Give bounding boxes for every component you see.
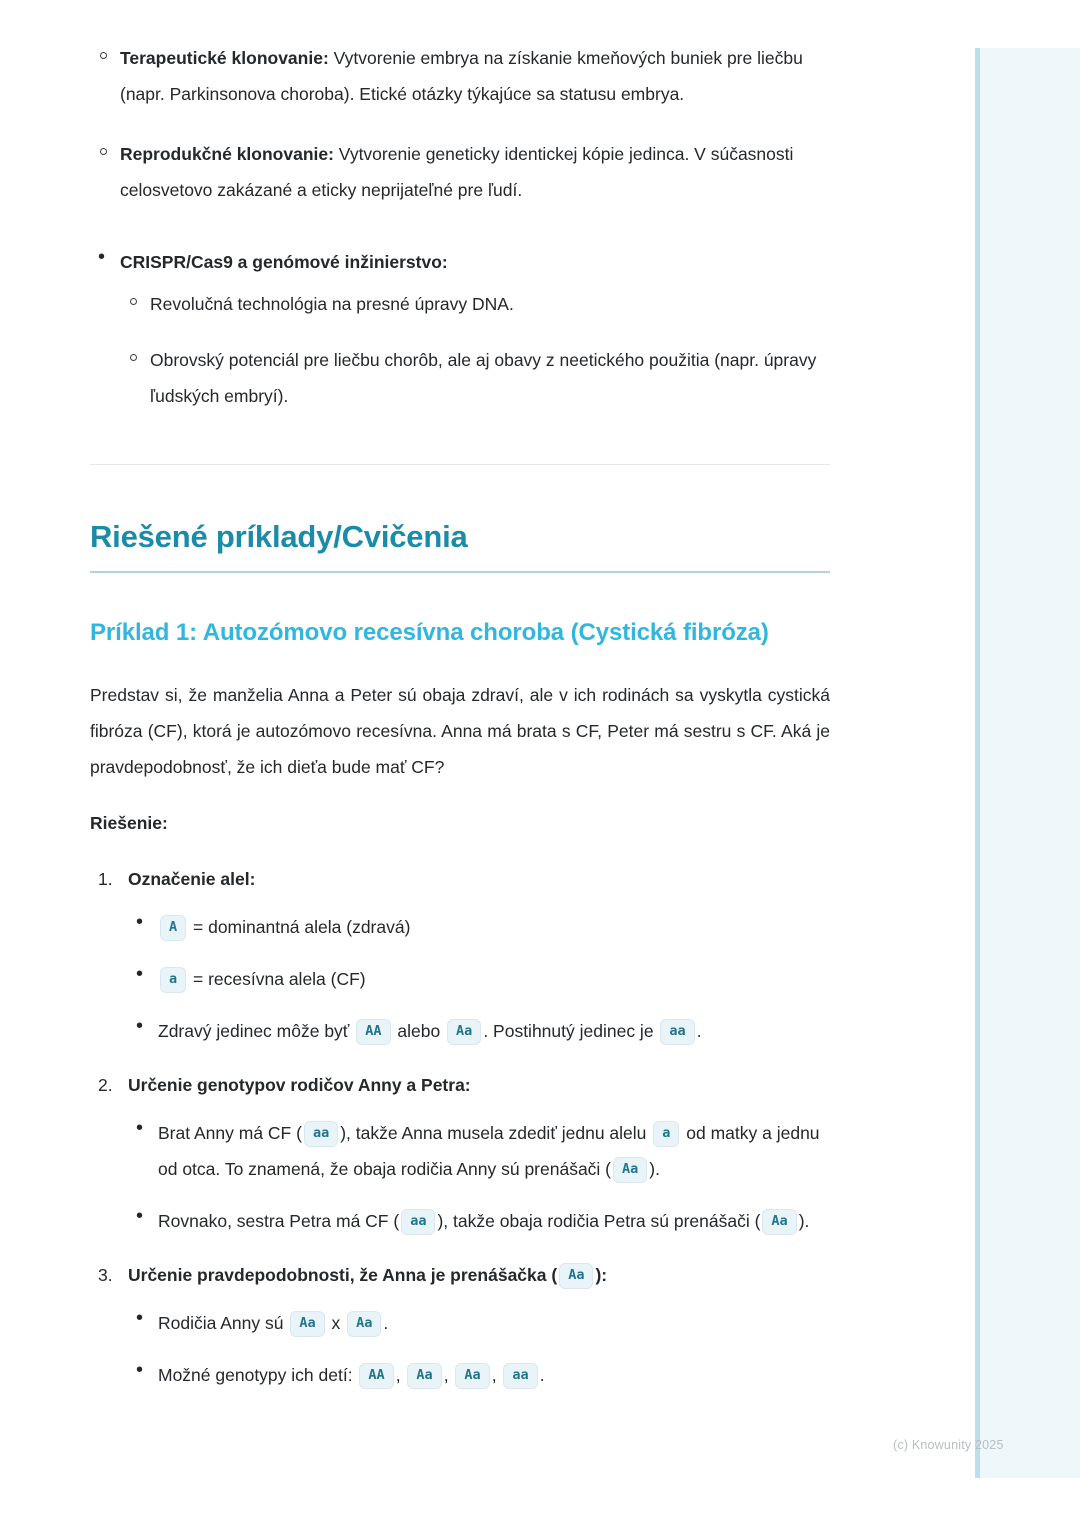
step-title: Označenie alel: bbox=[128, 869, 256, 889]
cloning-sublist bbox=[90, 40, 830, 208]
list-item bbox=[128, 909, 830, 945]
peter-sister: Rovnako, sestra Petra má CF ( aa ), takže obaja rodičia Petra sú prenášači ( Aa ). bbox=[158, 1211, 809, 1231]
genotype-chip: Aa bbox=[407, 1363, 441, 1389]
solution-steps bbox=[90, 861, 830, 1393]
list-item bbox=[90, 136, 830, 208]
section-heading-examples: Riešené príklady/Cvičenia bbox=[90, 519, 468, 554]
genotype-chip: Aa bbox=[613, 1157, 647, 1183]
crispr-list bbox=[90, 244, 830, 414]
anna-brother: Brat Anny má CF ( aa ), takže Anna musela zdediť jednu alelu a od matky a jednu od otca. To znamená, že obaja rodičia Anny sú prenášači ( Aa ). bbox=[158, 1123, 820, 1179]
list-item bbox=[128, 1013, 830, 1049]
term-text: Vytvorenie geneticky identickej kópie jedinca. V súčasnosti celosvetovo zakázané a eticky neprijateľné pre ľudí. bbox=[120, 144, 794, 200]
genotype-chip: aa bbox=[401, 1209, 435, 1235]
document-content bbox=[90, 0, 830, 1409]
anna-parents: Rodičia Anny sú Aa x Aa . bbox=[158, 1313, 388, 1333]
genotype-chip: A bbox=[160, 915, 186, 941]
step-3-bullets bbox=[128, 1305, 830, 1393]
solution-step-1 bbox=[90, 861, 830, 1049]
crispr-sublist bbox=[120, 286, 830, 414]
subsection-heading-example-1: Príklad 1: Autozómovo recesívna choroba (Cystická fibróza) bbox=[90, 619, 769, 646]
genotype-chip: aa bbox=[660, 1019, 694, 1045]
crispr-item-0: Revolučná technológia na presné úpravy DNA. bbox=[150, 294, 514, 314]
genotype-chip: aa bbox=[503, 1363, 537, 1389]
copyright-watermark: (c) Knowunity 2025 bbox=[893, 1438, 1004, 1452]
genotype-chip: Aa bbox=[290, 1311, 324, 1337]
genotype-chip: a bbox=[160, 967, 186, 993]
genotype-chip: AA bbox=[359, 1363, 393, 1389]
possible-genotypes: Možné genotypy ich detí: AA , Aa , Aa , aa . bbox=[158, 1365, 545, 1385]
term-label: Reprodukčné klonovanie: bbox=[120, 144, 334, 164]
example-intro-paragraph: Predstav si, že manželia Anna a Peter sú obaja zdraví, ale v ich rodinách sa vyskytla cystická fibróza (CF), ktorá je autozómovo recesívna. Anna má brata s CF, Peter má sestru s CF. Aká je pravdepodobnosť, že ich dieťa bude mať CF? bbox=[90, 685, 830, 777]
list-item bbox=[120, 286, 830, 322]
crispr-heading-text: CRISPR/Cas9 a genómové inžinierstvo: bbox=[120, 252, 448, 272]
step-2-bullets bbox=[128, 1115, 830, 1239]
allele-recessive: a = recesívna alela (CF) bbox=[158, 969, 366, 989]
list-item bbox=[90, 244, 830, 414]
list-item bbox=[128, 961, 830, 997]
list-item bbox=[128, 1305, 830, 1341]
crispr-heading bbox=[120, 252, 448, 272]
genotype-chip: Aa bbox=[455, 1363, 489, 1389]
genotype-chip: aa bbox=[304, 1121, 338, 1147]
genotype-chip: Aa bbox=[762, 1209, 796, 1235]
term-label: Terapeutické klonovanie: bbox=[120, 48, 329, 68]
genotype-summary: Zdravý jedinec môže byť AA alebo Aa . Postihnutý jedinec je aa . bbox=[158, 1021, 702, 1041]
right-side-panel bbox=[975, 48, 1080, 1478]
step-title: Určenie pravdepodobnosti, že Anna je prenášačka ( Aa ): bbox=[128, 1257, 830, 1293]
genotype-chip: Aa bbox=[347, 1311, 381, 1337]
list-item bbox=[128, 1357, 830, 1393]
genotype-chip: a bbox=[653, 1121, 679, 1147]
list-item bbox=[120, 342, 830, 414]
step-1-bullets bbox=[128, 909, 830, 1049]
cloning-therapeutic bbox=[120, 48, 803, 104]
list-item bbox=[128, 1203, 830, 1239]
cloning-reproductive bbox=[120, 144, 793, 200]
solution-step-2 bbox=[90, 1067, 830, 1239]
solution-label: Riešenie: bbox=[90, 813, 168, 833]
step-title: Určenie genotypov rodičov Anny a Petra: bbox=[128, 1075, 471, 1095]
solution-step-3 bbox=[90, 1257, 830, 1393]
list-item bbox=[128, 1115, 830, 1187]
genotype-chip: AA bbox=[356, 1019, 390, 1045]
term-text: Vytvorenie embrya na získanie kmeňových buniek pre liečbu (napr. Parkinsonova choroba). Etické otázky týkajúce sa statusu embrya. bbox=[120, 48, 803, 104]
crispr-item-1: Obrovský potenciál pre liečbu chorôb, ale aj obavy z neetického použitia (napr. úpravy ľudských embryí). bbox=[150, 350, 817, 406]
genotype-chip: Aa bbox=[559, 1263, 593, 1289]
genotype-chip: Aa bbox=[447, 1019, 481, 1045]
allele-dominant: A = dominantná alela (zdravá) bbox=[158, 917, 410, 937]
list-item bbox=[90, 40, 830, 112]
